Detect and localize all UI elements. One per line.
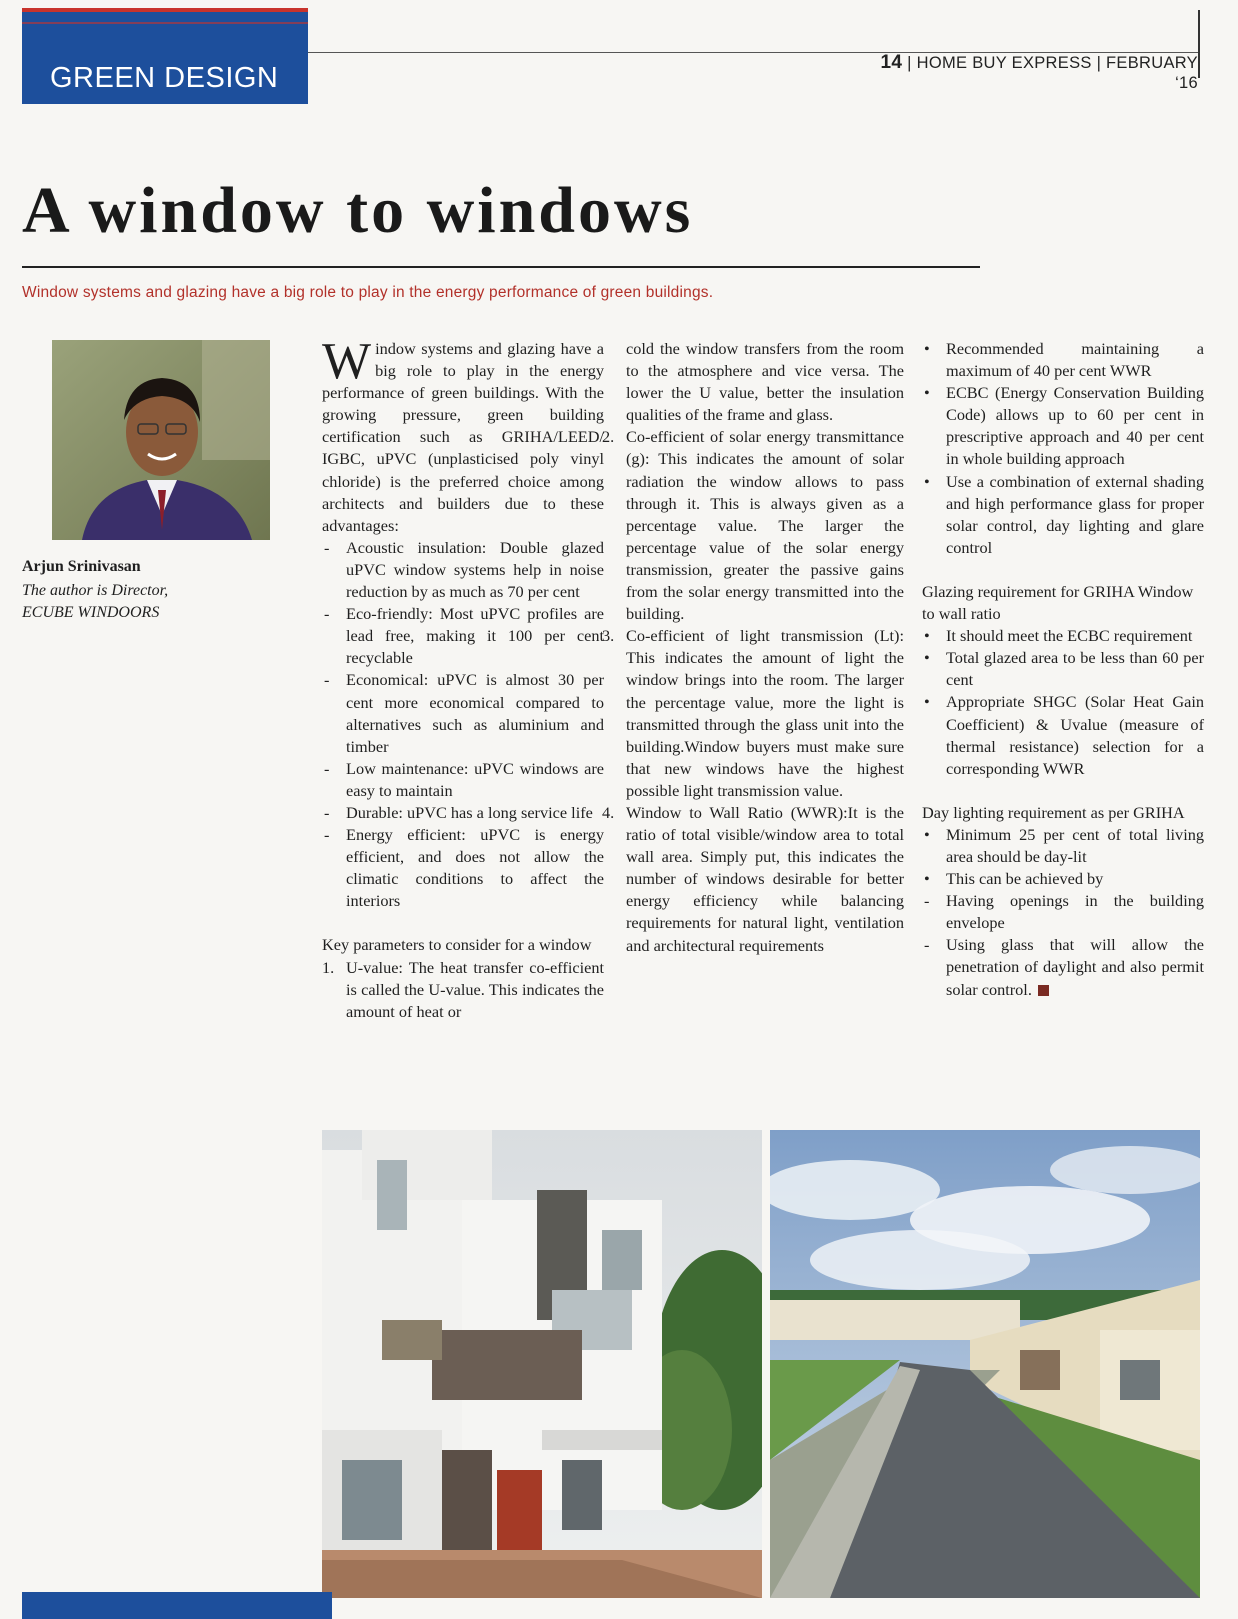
- page-number: 14: [880, 52, 903, 73]
- daylight-bullets: [922, 824, 1204, 1001]
- headline-rule: [22, 266, 980, 268]
- bullet-marker: •: [924, 648, 930, 668]
- bullet-marker: •: [924, 339, 930, 358]
- villa-photo-image: [322, 1130, 762, 1598]
- footer-tab: [22, 1592, 332, 1619]
- dash-marker: -: [924, 935, 930, 955]
- author-portrait-image: [52, 340, 270, 540]
- column-1: [322, 333, 604, 1023]
- params-list-continued: [602, 426, 904, 956]
- dash-marker: -: [324, 825, 330, 845]
- params-list: [322, 957, 604, 1023]
- list-item: • Minimum 25 per cent of total living area should be day-lit: [924, 824, 1204, 866]
- list-item: - Economical: uPVC is almost 30 per cent more economical compared to alternatives such as aluminium and timber: [324, 670, 604, 756]
- dash-marker: -: [324, 802, 330, 822]
- headline: A window to windows: [22, 174, 694, 247]
- list-item: • Appropriate SHGC (Solar Heat Gain Coefficient) & Uvalue (measure of thermal resistance) selection for a corresponding WWR: [924, 692, 1204, 778]
- list-item: • ECBC (Energy Conservation Building Code) allows up to 60 per cent in prescriptive approach and 40 per cent in whole building approach: [924, 383, 1204, 469]
- bullet-marker: •: [924, 824, 930, 844]
- list-item: • Total glazed area to be less than 60 per cent: [924, 648, 1204, 690]
- list-item: - Eco-friendly: Most uPVC profiles are lead free, making it 100 per cent recyclable: [324, 604, 604, 668]
- author-name: Arjun Srinivasan: [22, 558, 141, 575]
- folio-text: | HOME BUY EXPRESS | FEBRUARY ‘16: [907, 54, 1198, 92]
- list-item: • Use a combination of external shading and high performance glass for proper solar control, day lighting and glare control: [924, 471, 1204, 557]
- wwr-bullets: [922, 338, 1204, 559]
- standfirst: Window systems and glazing have a big role to play in the energy performance of green buildings.: [22, 284, 714, 301]
- dash-marker: -: [324, 537, 330, 557]
- intro-text: indow systems and glazing have a big role to play in the energy performance of green buildings. With the growing pressure, green building certification such as GRIHA/LEED/ IGBC, uPVC (unplasticised poly vinyl chloride) is the preferred choice among architects and builders due to these advantages:: [322, 339, 604, 535]
- list-item: • It should meet the ECBC requirement: [922, 625, 1204, 647]
- end-mark: [1038, 985, 1049, 996]
- param1-continuation: cold the window transfers from the room to the atmosphere and vice versa. The lower the U value, better the insulation qualities of the frame and glass.: [626, 339, 904, 425]
- column-3: [922, 338, 1204, 1001]
- dash-marker: -: [324, 604, 330, 624]
- advantages-list: [322, 537, 604, 913]
- intro-paragraph: [322, 333, 604, 537]
- list-item: - Having openings in the building envelope: [924, 891, 1204, 933]
- list-item: - Using glass that will allow the penetration of daylight and also permit solar control.: [924, 935, 1204, 999]
- bullet-marker: •: [924, 692, 930, 712]
- glazing-bullets: [922, 625, 1204, 780]
- dash-marker: -: [324, 670, 330, 690]
- list-item: • Recommended maintaining a maximum of 40 per cent WWR: [924, 339, 1204, 381]
- list-item: - Energy efficient: uPVC is energy efficient, and does not allow the climatic conditions to affect the interiors: [324, 825, 604, 911]
- author-role-line: The author is Director,: [22, 582, 169, 599]
- list-item: • This can be achieved by: [922, 868, 1204, 890]
- folio: [880, 52, 1198, 93]
- section-label: GREEN DESIGN: [50, 62, 279, 94]
- drop-cap: W: [322, 333, 372, 390]
- bullet-marker: •: [924, 471, 930, 491]
- daylight-heading: Day lighting requirement as per GRIHA: [922, 802, 1185, 822]
- author-photo: [52, 340, 270, 540]
- list-item: - Durable: uPVC has a long service life: [322, 802, 604, 824]
- key-params-heading: Key parameters to consider for a window: [322, 935, 592, 955]
- bullet-marker: •: [924, 383, 930, 403]
- column-2: [602, 338, 904, 957]
- section-tab: [22, 8, 308, 104]
- list-item: 3. Co-efficient of light transmission (Lt): This indicates the amount of light the window brings into the room. The larger the percentage value, more the light is transmitted through the glass unit into the building.Window buyers must make sure that new windows have the highest possible light transmission value.: [602, 626, 904, 800]
- author-company: ECUBE WINDOORS: [22, 604, 160, 621]
- bullet-marker: •: [924, 869, 930, 889]
- header-right-bar: [1198, 10, 1200, 78]
- list-item: - Low maintenance: uPVC windows are easy to maintain: [324, 758, 604, 800]
- glazing-heading: Glazing requirement for GRIHA Window to wall ratio: [922, 581, 1194, 624]
- list-item: 2. Co-efficient of solar energy transmittance (g): This indicates the amount of solar radiation the window allows to pass through it. This is always given as a percentage value. The larger the percentage value of the solar energy transmission, greater the passive gains from the solar energy transmitted into the building.: [602, 427, 904, 624]
- villa-photo: [322, 1130, 762, 1598]
- author-role: [22, 580, 168, 624]
- dash-marker: -: [324, 758, 330, 778]
- dash-marker: -: [924, 891, 930, 911]
- list-item: 4. Window to Wall Ratio (WWR):It is the ratio of total visible/window area to total wall area. Simply put, this indicates the number of windows desirable for better energy efficiency while balancing requirements for natural light, ventilation and architectural requirements: [602, 802, 904, 955]
- township-photo-image: [770, 1130, 1200, 1598]
- township-photo: [770, 1130, 1200, 1598]
- bullet-marker: •: [924, 626, 930, 646]
- list-item: 1. U-value: The heat transfer co-efficient is called the U-value. This indicates the amount of heat or: [322, 957, 604, 1021]
- list-item: - Acoustic insulation: Double glazed uPVC window systems help in noise reduction by as much as 70 per cent: [324, 537, 604, 602]
